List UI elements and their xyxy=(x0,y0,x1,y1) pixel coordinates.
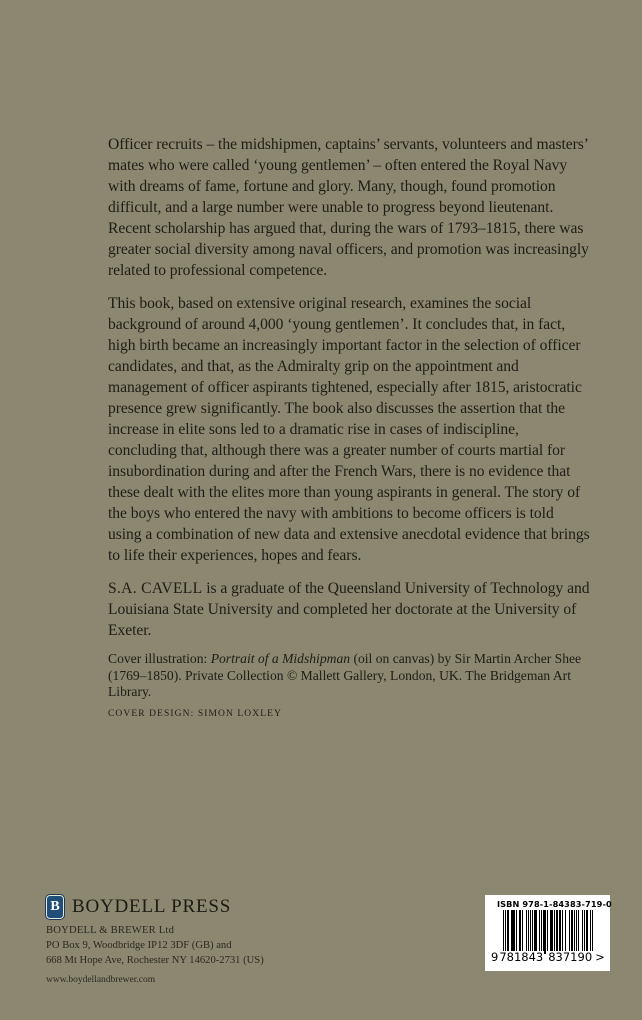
credit-prefix: Cover illustration: xyxy=(108,651,211,666)
blurb-paragraph-2: This book, based on extensive original research, examines the social background of around 4,000 ‘young gentlemen’. It concludes that, in fact, high birth became an increasingly important factor in the selection of officer candidates, and that, as the Admiralty grip on the appointment and management of officer aspirants tightened, especially after 1815, aristocratic presence grew significantly. The book also discusses the assertion that the increase in elite sons led to a dramatic rise in cases of indiscipline, concluding that, although there was a greater number of courts martial for insubordination during and after the French Wars, there is no evidence that these dealt with the elites more than young aspirants in general. The story of the boys who entered the navy with ambitions to become officers is told using a combination of new data and extensive anecdotal evidence that brings to life their experiences, hopes and fears. xyxy=(108,295,590,564)
publisher-name: BOYDELL PRESS xyxy=(72,896,232,917)
cover-design-credit: COVER DESIGN: SIMON LOXLEY xyxy=(108,708,282,719)
barcode-lead-digit: 9 xyxy=(491,950,499,964)
publisher-block xyxy=(46,893,366,985)
barcode-digits xyxy=(491,951,604,964)
publisher-header xyxy=(46,893,366,921)
isbn-barcode xyxy=(485,895,610,971)
barcode-quiet-mark: > xyxy=(595,950,605,964)
back-cover-blurb xyxy=(108,134,590,719)
author-bio xyxy=(108,578,590,641)
painting-title: Portrait of a Midshipman xyxy=(210,651,351,666)
company-name: BOYDELL & BREWER Ltd xyxy=(46,925,175,936)
credit-details: (oil on canvas) by Sir Martin Archer Shee (1769–1850). Private Collection © Mallett Gallery, London, UK. The Bridgeman Art Library. xyxy=(108,651,582,699)
barcode-group-2: 837190 xyxy=(548,950,593,964)
blurb-paragraph-1: Officer recruits – the midshipmen, captains’ servants, volunteers and masters’ mates who were called ‘young gentlemen’ – often entered the Royal Navy with dreams of fame, fortune and glory. Many, though, found promotion difficult, and a large number were unable to progress beyond lieutenant. Recent scholarship has argued that, during the wars of 1793–1815, there was greater social diversity among naval officers, and promotion was increasingly related to professional competence. xyxy=(108,136,589,279)
address-uk: PO Box 9, Woodbridge IP12 3DF (GB) and xyxy=(46,940,232,951)
author-name: S.A. CAVELL xyxy=(108,580,203,597)
publisher-website: www.boydellandbrewer.com xyxy=(46,975,156,985)
address-us: 668 Mt Hope Ave, Rochester NY 14620-2731 (US) xyxy=(46,955,264,966)
barcode-group-1: 781843 xyxy=(499,950,544,964)
cover-illustration-credit xyxy=(108,651,590,701)
boydell-logo-icon: B xyxy=(46,895,64,919)
author-bio-text: is a graduate of the Queensland University of Technology and Louisiana State University and completed her doctorate at the University of Exeter. xyxy=(108,580,590,639)
barcode-bars xyxy=(503,910,604,954)
isbn-label: ISBN 978-1-84383-719-0 xyxy=(497,899,612,909)
